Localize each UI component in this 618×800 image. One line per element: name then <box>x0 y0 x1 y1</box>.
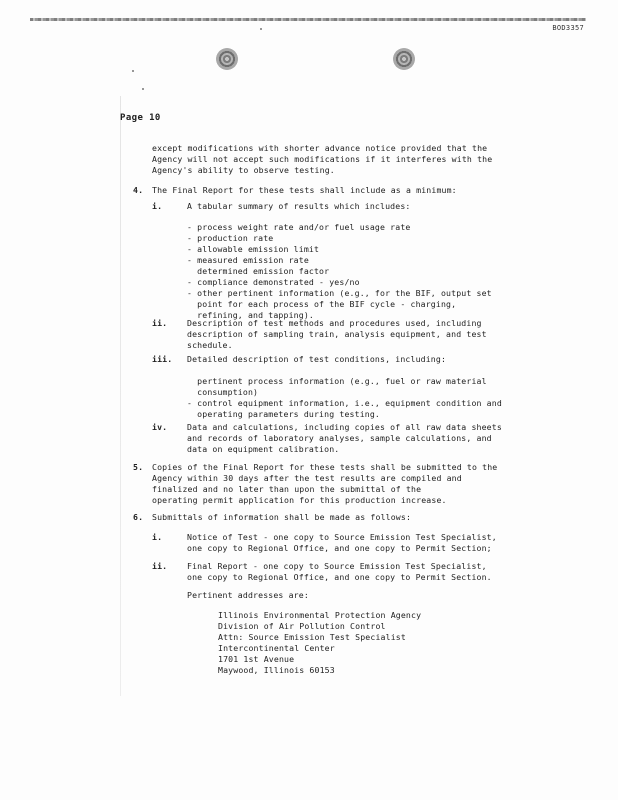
list-item: - control equipment information, i.e., equipment condition and operating parameters during testing. <box>187 398 502 419</box>
address-line: Intercontinental Center <box>218 643 335 653</box>
list-item: - process weight rate and/or fuel usage rate <box>187 222 411 232</box>
mailing-address <box>218 610 421 676</box>
intro-paragraph: except modifications with shorter advance notice provided that the Agency will not accept such modifications if it interferes with the Agency's ability to observe testing. <box>152 143 493 175</box>
list-item: - compliance demonstrated - yes/no <box>187 277 360 287</box>
list-item: - other pertinent information (e.g., for the BIF, output set point for each process of the BIF cycle - charging, refining, and tapping). <box>187 288 492 320</box>
item-4-ii-text: Description of test methods and procedures used, including description of sampling train, analysis equipment, and test schedule. <box>187 318 487 350</box>
item-5-text: Copies of the Final Report for these tests shall be submitted to the Agency within 30 days after the test results are compiled and finalized and no later than upon the submittal of the operating permit application for this production increase. <box>152 462 498 505</box>
item-6-i-number: i. <box>152 532 163 542</box>
page-number-label: Page 10 <box>120 113 161 123</box>
item-6-text: Submittals of information shall be made as follows: <box>152 512 412 522</box>
address-line: Illinois Environmental Protection Agency <box>218 610 422 620</box>
item-4-iii-number: iii. <box>152 354 173 364</box>
item-4-ii-number: ii. <box>152 318 168 328</box>
item-4-iii-text: Detailed description of test conditions, including: <box>187 354 447 364</box>
address-line: Maywood, Illinois 60153 <box>218 665 335 675</box>
item-4-iv-text: Data and calculations, including copies of all raw data sheets and records of laboratory analyses, sample calculations, and data on equipment calibration. <box>187 422 502 454</box>
addresses-heading: Pertinent addresses are: <box>187 590 309 600</box>
address-line: 1701 1st Avenue <box>218 654 295 664</box>
item-6-ii-text: Final Report - one copy to Source Emission Test Specialist, one copy to Regional Office, and one copy to Permit Section. <box>187 561 492 582</box>
item-4-i-number: i. <box>152 201 163 211</box>
address-line: Division of Air Pollution Control <box>218 621 386 631</box>
item-4-number: 4. <box>133 185 144 195</box>
list-item: - allowable emission limit <box>187 244 320 254</box>
test-conditions-list <box>187 376 502 420</box>
list-item: - measured emission rate <box>187 255 309 265</box>
item-6-ii-number: ii. <box>152 561 168 571</box>
address-line: Attn: Source Emission Test Specialist <box>218 632 406 642</box>
item-5-number: 5. <box>133 462 144 472</box>
item-6-i-text: Notice of Test - one copy to Source Emission Test Specialist, one copy to Regional Office, and one copy to Permit Section; <box>187 532 497 553</box>
list-item: - production rate <box>187 233 274 243</box>
item-4-i-text: A tabular summary of results which includes: <box>187 201 411 211</box>
results-summary-list <box>187 222 492 321</box>
document-id: BOD3357 <box>552 24 584 32</box>
list-item: determined emission factor <box>187 266 330 276</box>
item-6-number: 6. <box>133 512 144 522</box>
item-4-text: The Final Report for these tests shall include as a minimum: <box>152 185 457 195</box>
list-item: pertinent process information (e.g., fuel or raw material consumption) <box>197 376 487 397</box>
item-4-iv-number: iv. <box>152 422 168 432</box>
